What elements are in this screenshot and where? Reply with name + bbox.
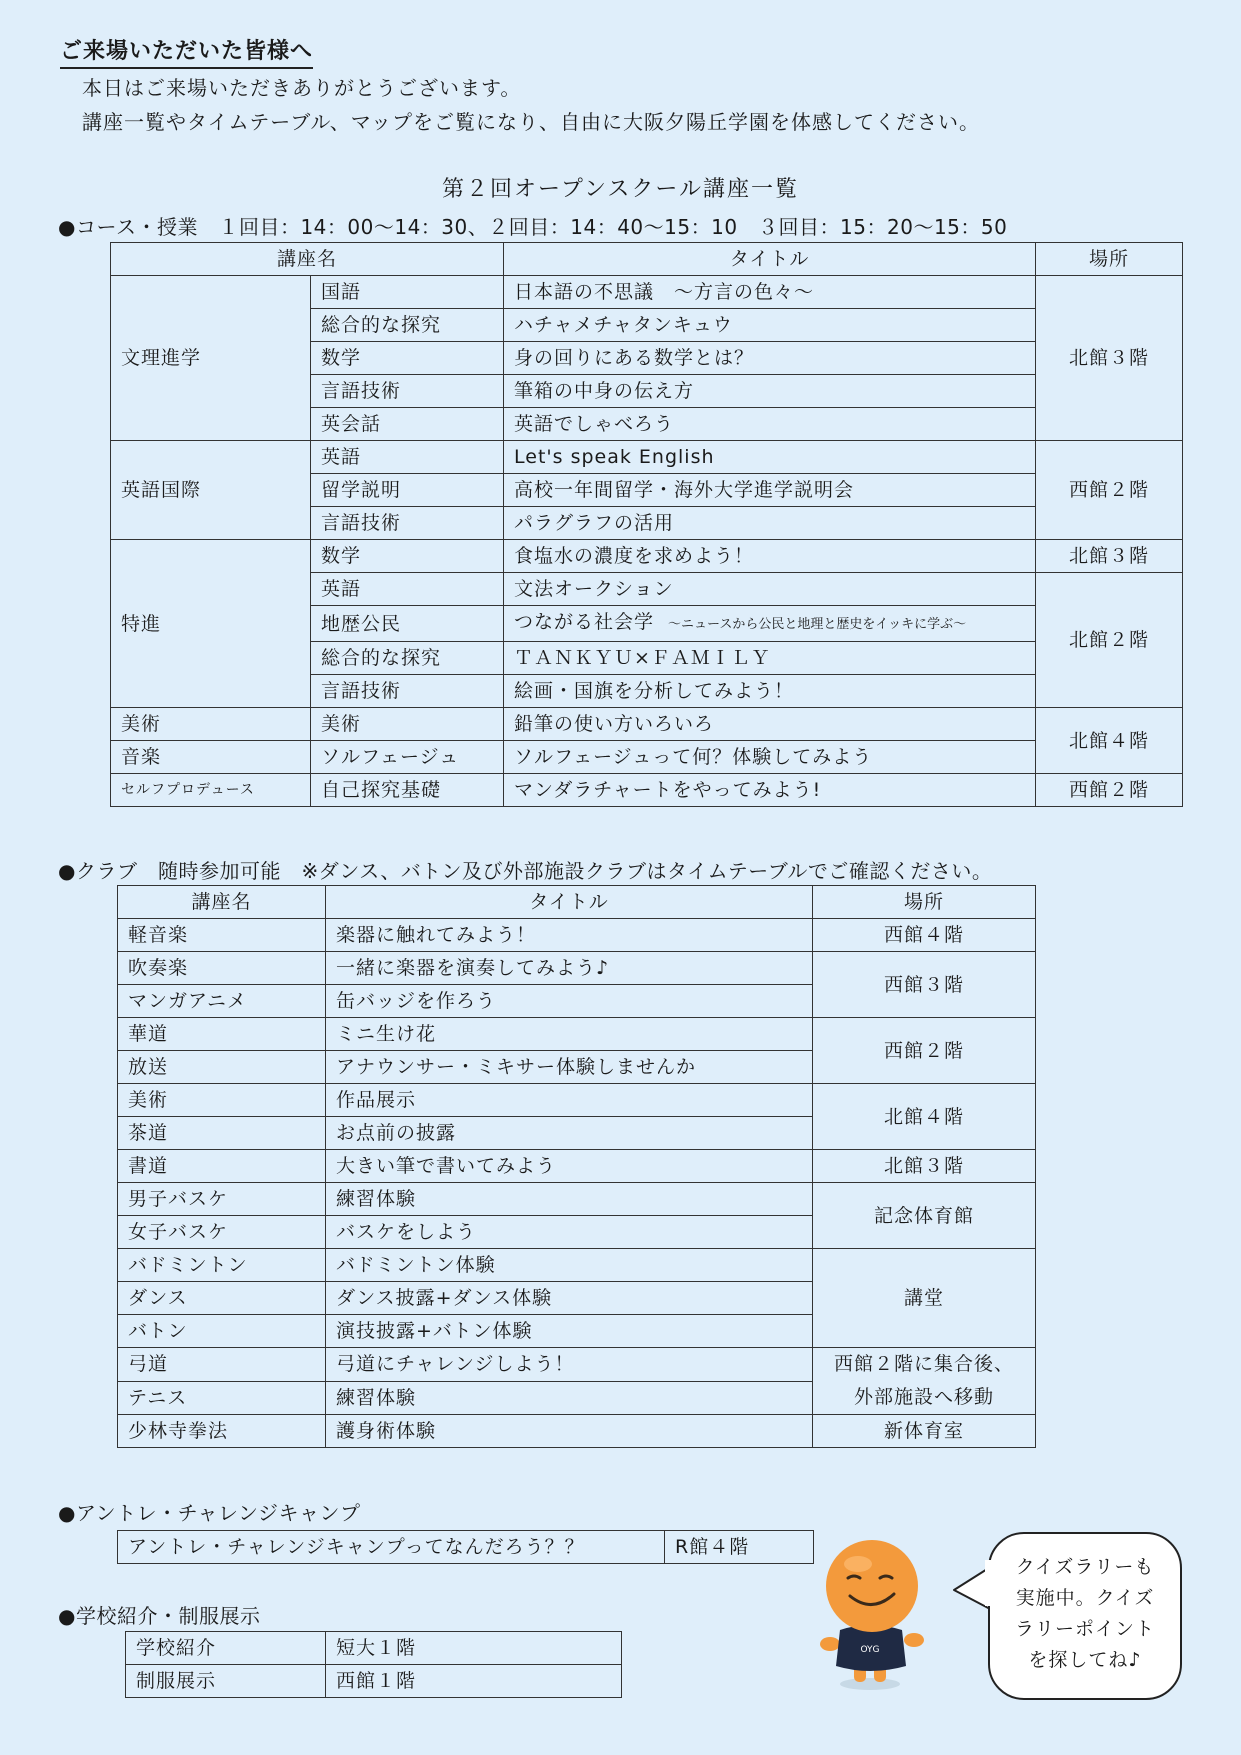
course-title: 英語でしゃべろう	[504, 408, 1036, 441]
club-name: 少林寺拳法	[118, 1415, 326, 1448]
table-row	[118, 1183, 1036, 1216]
club-title: 護身術体験	[326, 1415, 813, 1448]
club-place: 北館４階	[813, 1084, 1036, 1150]
course-group: 特進	[111, 540, 311, 708]
greeting-line-1: 本日はご来場いただきありがとうございます。	[82, 76, 522, 100]
school-table	[125, 1631, 622, 1698]
club-name: 女子バスケ	[118, 1216, 326, 1249]
table-row	[118, 952, 1036, 985]
course-subject: 総合的な探究	[311, 309, 504, 342]
course-group: 美術	[111, 708, 311, 741]
school-item-name: 学校紹介	[126, 1632, 326, 1665]
course-title: 高校一年間留学・海外大学進学説明会	[504, 474, 1036, 507]
club-name: ダンス	[118, 1282, 326, 1315]
course-subject: 留学説明	[311, 474, 504, 507]
club-title: 大きい筆で書いてみよう	[326, 1150, 813, 1183]
course-table	[110, 242, 1183, 807]
course-subject: 言語技術	[311, 375, 504, 408]
course-place: 北館３階	[1036, 540, 1183, 573]
club-name: 美術	[118, 1084, 326, 1117]
club-title: 楽器に触れてみよう！	[326, 919, 813, 952]
course-title: 身の回りにある数学とは？	[504, 342, 1036, 375]
bubble-tail-join	[985, 1560, 993, 1606]
course-title: Let's speak English	[504, 441, 1036, 474]
club-title: 缶バッジを作ろう	[326, 985, 813, 1018]
course-title: ハチャメチャタンキュウ	[504, 309, 1036, 342]
school-item-place: 西館１階	[326, 1665, 622, 1698]
club-place-line-1: 西館２階に集合後、	[833, 1353, 1014, 1375]
club-place: 新体育室	[813, 1415, 1036, 1448]
course-title	[504, 606, 1036, 642]
club-name: マンガアニメ	[118, 985, 326, 1018]
entre-table	[117, 1530, 814, 1564]
school-item-place: 短大１階	[326, 1632, 622, 1665]
club-title: 練習体験	[326, 1183, 813, 1216]
course-title: 筆箱の中身の伝え方	[504, 375, 1036, 408]
table-row	[118, 1150, 1036, 1183]
course-group: 英語国際	[111, 441, 311, 540]
club-place: 北館３階	[813, 1150, 1036, 1183]
course-title: 文法オークション	[504, 573, 1036, 606]
club-place: 西館３階	[813, 952, 1036, 1018]
school-section-heading: ●学校紹介・制服展示	[58, 1604, 261, 1628]
course-group: 文理進学	[111, 276, 311, 441]
entre-section-heading: ●アントレ・チャレンジキャンプ	[58, 1501, 361, 1525]
course-title: マンダラチャートをやってみよう!	[504, 774, 1036, 807]
club-place-line-2: 外部施設へ移動	[853, 1386, 994, 1408]
course-table-header	[111, 243, 1183, 276]
greeting-line-2: 講座一覧やタイムテーブル、マップをご覧になり、自由に大阪夕陽丘学園を体感してください。	[82, 110, 980, 134]
greeting-title: ご来場いただいた皆様へ	[60, 34, 313, 69]
club-name: テニス	[118, 1381, 326, 1415]
club-name: バドミントン	[118, 1249, 326, 1282]
table-row	[111, 741, 1183, 774]
course-title: ソルフェージュって何？体験してみよう	[504, 741, 1036, 774]
course-subject: 数学	[311, 540, 504, 573]
club-header-title: タイトル	[326, 886, 813, 919]
club-title: 弓道にチャレンジしよう！	[326, 1348, 813, 1382]
table-row	[118, 1348, 1036, 1382]
course-group: 音楽	[111, 741, 311, 774]
course-header-place: 場所	[1036, 243, 1183, 276]
course-subject: 美術	[311, 708, 504, 741]
course-subject: 地歴公民	[311, 606, 504, 642]
club-name: 吹奏楽	[118, 952, 326, 985]
course-title-main: つながる社会学	[514, 611, 655, 633]
club-name: 放送	[118, 1051, 326, 1084]
club-name: 茶道	[118, 1117, 326, 1150]
table-row	[118, 1018, 1036, 1051]
club-title: 一緒に楽器を演奏してみよう♪	[326, 952, 813, 985]
course-title: ＴＡＮＫＹＵ×ＦＡＭＩＬＹ	[504, 642, 1036, 675]
club-title: ダンス披露+ダンス体験	[326, 1282, 813, 1315]
table-row	[111, 708, 1183, 741]
mascot-image	[818, 1534, 948, 1694]
course-title: 食塩水の濃度を求めよう！	[504, 540, 1036, 573]
course-group: セルフプロデュース	[111, 774, 311, 807]
course-subject: 言語技術	[311, 675, 504, 708]
club-place: 講堂	[813, 1249, 1036, 1348]
course-title: 鉛筆の使い方いろいろ	[504, 708, 1036, 741]
course-title: 日本語の不思議 ～方言の色々～	[504, 276, 1036, 309]
club-table	[117, 885, 1036, 1448]
course-subject: 自己探究基礎	[311, 774, 504, 807]
table-row	[111, 276, 1183, 309]
course-subject: 英会話	[311, 408, 504, 441]
table-row	[118, 1531, 814, 1564]
table-row	[126, 1665, 622, 1698]
club-name: 男子バスケ	[118, 1183, 326, 1216]
table-row	[111, 774, 1183, 807]
club-title: バドミントン体験	[326, 1249, 813, 1282]
club-name: 書道	[118, 1150, 326, 1183]
course-title: 絵画・国旗を分析してみよう！	[504, 675, 1036, 708]
club-place: 記念体育館	[813, 1183, 1036, 1249]
club-title: お点前の披露	[326, 1117, 813, 1150]
club-title: ミニ生け花	[326, 1018, 813, 1051]
course-section-heading: ●コース・授業 １回目：14：00～14：30、２回目：14：40～15：10 ３回目：15：20～15：50	[58, 215, 1008, 239]
table-row	[118, 1084, 1036, 1117]
course-subject: 言語技術	[311, 507, 504, 540]
club-table-header	[118, 886, 1036, 919]
course-subject: 国語	[311, 276, 504, 309]
main-title: 第２回オープンスクール講座一覧	[442, 177, 799, 202]
table-row	[118, 1415, 1036, 1448]
course-subject: 英語	[311, 441, 504, 474]
club-section-heading: ●クラブ 随時参加可能 ※ダンス、バトン及び外部施設クラブはタイムテーブルでご確認ください。	[58, 859, 993, 883]
club-header-place: 場所	[813, 886, 1036, 919]
club-place: 西館２階	[813, 1018, 1036, 1084]
course-subject: 総合的な探究	[311, 642, 504, 675]
course-place: 北館４階	[1036, 708, 1183, 774]
course-title-sub: ～ニュースから公民と地理と歴史をイッキに学ぶ～	[668, 617, 967, 632]
school-item-name: 制服展示	[126, 1665, 326, 1698]
course-subject: 英語	[311, 573, 504, 606]
course-place: 北館２階	[1036, 573, 1183, 708]
club-title: アナウンサー・ミキサー体験しませんか	[326, 1051, 813, 1084]
course-header-title: タイトル	[504, 243, 1036, 276]
entre-place: R館４階	[665, 1531, 814, 1564]
club-name: バトン	[118, 1315, 326, 1348]
course-title: パラグラフの活用	[504, 507, 1036, 540]
table-row	[111, 540, 1183, 573]
course-place: 西館２階	[1036, 441, 1183, 540]
entre-title: アントレ・チャレンジキャンプってなんだろう？？	[118, 1531, 665, 1564]
course-place: 西館２階	[1036, 774, 1183, 807]
table-row	[111, 441, 1183, 474]
club-place: 西館４階	[813, 919, 1036, 952]
course-header-name: 講座名	[111, 243, 504, 276]
mascot-shirt-logo: OYG	[860, 1645, 880, 1655]
club-title: 作品展示	[326, 1084, 813, 1117]
club-title: バスケをしよう	[326, 1216, 813, 1249]
bubble-line: ラリーポイント	[1014, 1618, 1155, 1640]
course-place: 北館３階	[1036, 276, 1183, 441]
bubble-line: を探してね♪	[1028, 1649, 1142, 1671]
club-name: 軽音楽	[118, 919, 326, 952]
club-title: 演技披露+バトン体験	[326, 1315, 813, 1348]
course-subject: ソルフェージュ	[311, 741, 504, 774]
club-place	[813, 1348, 1036, 1415]
club-header-name: 講座名	[118, 886, 326, 919]
club-name: 弓道	[118, 1348, 326, 1382]
table-row	[126, 1632, 622, 1665]
bubble-line: クイズラリーも	[1015, 1556, 1155, 1578]
course-subject: 数学	[311, 342, 504, 375]
speech-bubble	[988, 1532, 1182, 1700]
bubble-line: 実施中。クイズ	[1015, 1587, 1155, 1609]
table-row	[118, 1249, 1036, 1282]
table-row	[118, 919, 1036, 952]
club-name: 華道	[118, 1018, 326, 1051]
club-title: 練習体験	[326, 1381, 813, 1415]
